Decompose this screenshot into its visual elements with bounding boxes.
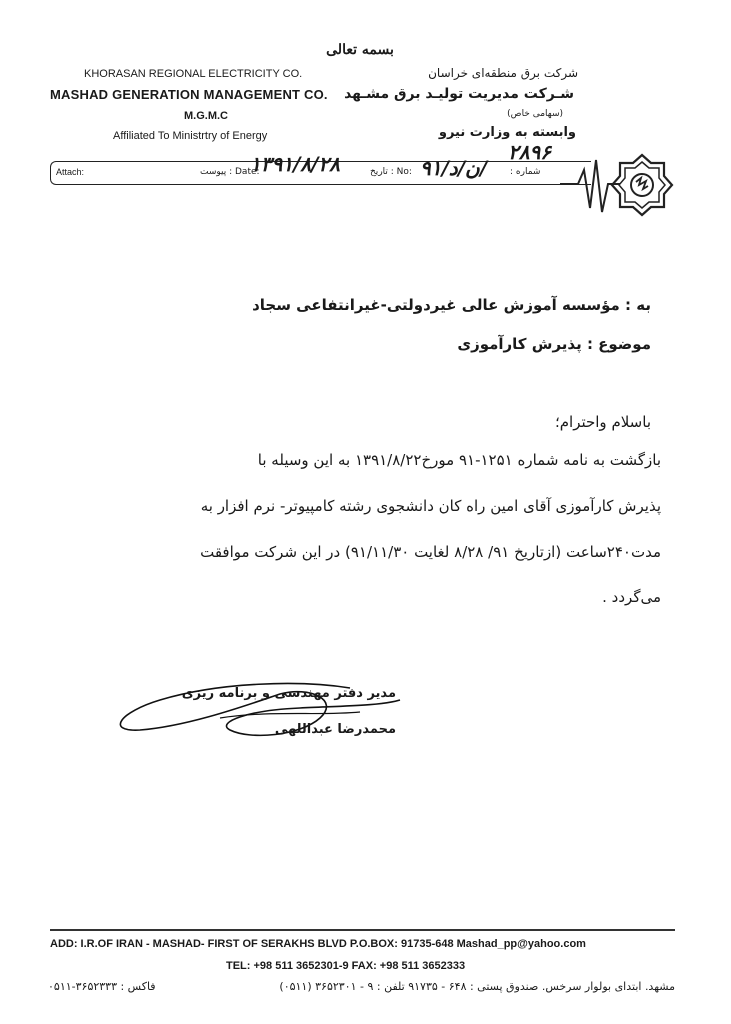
english-company-name: MASHAD GENERATION MANAGEMENT CO. [50,87,328,102]
footer-fax-persian: فاکس : ۳۶۵۲۳۳۳-۰۵۱۱ [48,980,156,993]
bismillah-heading: بسمه تعالی [326,42,394,58]
english-region-name: KHORASAN REGIONAL ELECTRICITY CO. [84,68,303,80]
persian-affiliation: وابسته به وزارت نیرو [438,125,576,140]
no-label: تاریخ : No: [370,167,412,177]
body-line: بازگشت به نامه شماره ۱۲۵۱-۹۱ مورخ۱۳۹۱/۸/۲۲ به این وسیله با [257,451,661,469]
signatory-name: محمدرضا عبداللهی [274,722,396,737]
attach-label: Attach: [56,167,85,177]
number-label: شماره : [510,167,541,177]
handwritten-reference-no: ۹۱/ن/د/ [420,156,488,180]
persian-company-name: شـرکت مدیریت تولیـد برق مشـهد [344,86,574,102]
english-company-abbr: M.G.M.C [184,110,228,122]
signatory-title: مدیر دفتر مهندسی و برنامه ریزی [181,686,396,701]
footer-divider [50,929,675,931]
footer-address-persian: مشهد. ابتدای بولوار سرخس. صندوق پستی : ۶۴۸ - ۹۱۷۳۵ تلفن : ۹ - ۳۶۵۲۳۰۱ (۰۵۱۱) [279,980,675,993]
recipient-line: به : مؤسسه آموزش عالی غیردولتی-غیرانتفاعی سجاد [252,296,651,314]
english-affiliation: Affiliated To Ministrtry of Energy [113,130,268,142]
footer-address-english: ADD: I.R.OF IRAN - MASHAD- FIRST OF SERAKHS BLVD P.O.BOX: 91735-648 Mashad_pp@yahoo.com [50,938,586,950]
subject-line: موضوع : پذیرش کارآموزی [457,335,651,353]
body-line: پذیرش کارآموزی آقای امین راه کان دانشجوی رشته کامپیوتر- نرم افزار به [200,497,661,515]
persian-region-name: شرکت برق منطقه‌ای خراسان [428,66,578,80]
persian-share-type: (سهامی خاص) [507,109,563,119]
salutation: باسلام واحترام؛ [554,413,651,431]
handwritten-date: ۱۳۹۱/۸/۲۸ [250,152,340,176]
body-line: مدت۲۴۰ساعت (ازتاریخ ۹۱/ ۸/۲۸ لغایت ۹۱/۱۱/۳۰) در این شرکت موافقت [200,543,661,561]
footer-tel-fax-english: TEL: +98 511 3652301-9 FAX: +98 511 3652333 [226,960,466,972]
company-logo-icon [560,140,690,240]
body-line: می‌گردد . [602,588,661,606]
date-label: پیوست : Date: [200,167,260,177]
handwritten-letter-number: ۲۸۹۶ [508,140,551,164]
